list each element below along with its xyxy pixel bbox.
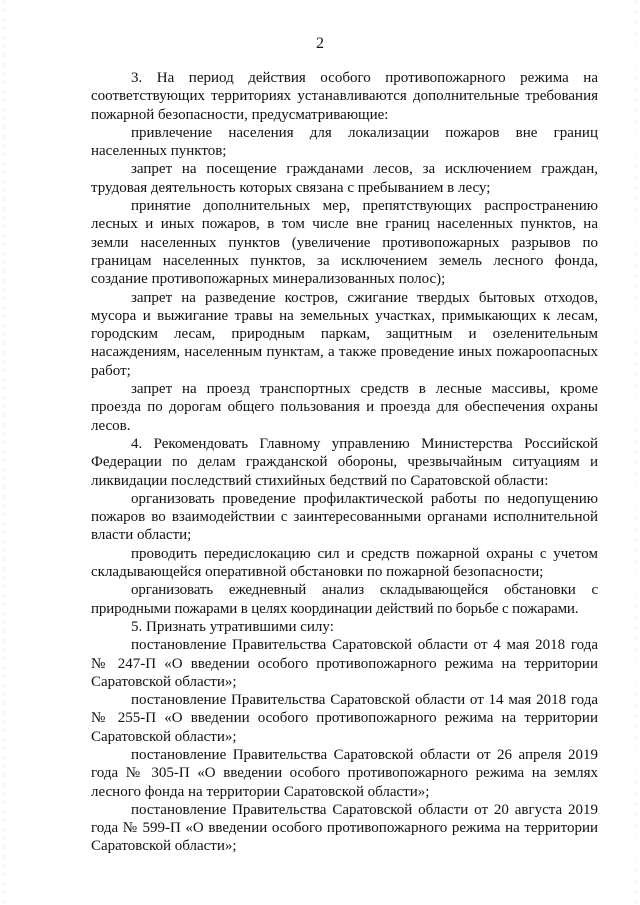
paragraph-3-item-population: привлечение населения для локализации пожаров вне границ населенных пунктов; [91,124,598,160]
scan-edge-right [635,0,636,905]
paragraph-5-item-decree-247: постановление Правительства Саратовской области от 4 мая 2018 года № 247-П «О введении особого противопожарного режима на территории Саратовской области»; [91,637,598,690]
paragraph-3-item-fire-ban: запрет на разведение костров, сжигание твердых бытовых отходов, мусора и выжигание травы на земельных участках, примыкающих к лесам, городским лесам, природным паркам, защитным и озеленительным насаждениям, населенным пунктам, а также проведение иных пожароопасных работ; [91,289,598,379]
paragraph-5-item-decree-599: постановление Правительства Саратовской области от 20 августа 2019 года № 599-П «О введении особого противопожарного режима на территории Саратовской области»; [91,801,598,855]
paragraph-3-item-vehicle-ban: запрет на проезд транспортных средств в лесные массивы, кроме проезда по дорогам общего пользования и проезда для обеспечения охраны лесов. [91,381,598,434]
paragraph-3-item-additional-measures: принятие дополнительных мер, препятствующих распространению лесных и иных пожаров, в том числе вне границ населенных пунктов, на земли населенных пунктов (увеличение противопожарных разрывов по границам населенных пунктов, за исключением земель лесного фонда, создание противопожарных минерализованных полос); [91,198,598,288]
paragraph-4-intro: 4. Рекомендовать Главному управлению Министерства Российской Федерации по делам гражданской обороны, чрезвычайным ситуациям и ликвидации последствий стихийных бедствий по Саратовской области: [91,435,598,489]
paragraph-4-item-prevention: организовать проведение профилактической работы по недопущению пожаров во взаимодействии с заинтересованными органами исполнительной власти области; [91,490,598,544]
scan-edge-left [4,0,5,905]
paragraph-5-item-decree-255: постановление Правительства Саратовской области от 14 мая 2018 года № 255-П «О введении особого противопожарного режима на территории Саратовской области»; [91,692,598,745]
document-body [91,69,598,856]
paragraph-4-item-redeployment: проводить передислокацию сил и средств пожарной охраны с учетом складывающейся оперативной обстановки по пожарной безопасности; [91,545,598,581]
paragraph-5-item-decree-305: постановление Правительства Саратовской области от 26 апреля 2019 года № 305-П «О введении особого противопожарного режима на землях лесного фонда на территории Саратовской области»; [91,746,598,800]
paragraph-5-intro: 5. Признать утратившими силу: [131,618,334,635]
page-number: 2 [316,35,324,52]
paragraph-4-item-daily-analysis: организовать ежедневный анализ складывающейся обстановки с природными пожарами в целях координации действий по борьбе с пожарами. [91,582,598,617]
paragraph-3-item-forest-visit-ban: запрет на посещение гражданами лесов, за исключением граждан, трудовая деятельность которых связана с пребыванием в лесу; [91,161,598,196]
paragraph-3-intro: 3. На период действия особого противопожарного режима на соответствующих территориях устанавливаются дополнительные требования пожарной безопасности, предусматривающие: [91,70,598,123]
